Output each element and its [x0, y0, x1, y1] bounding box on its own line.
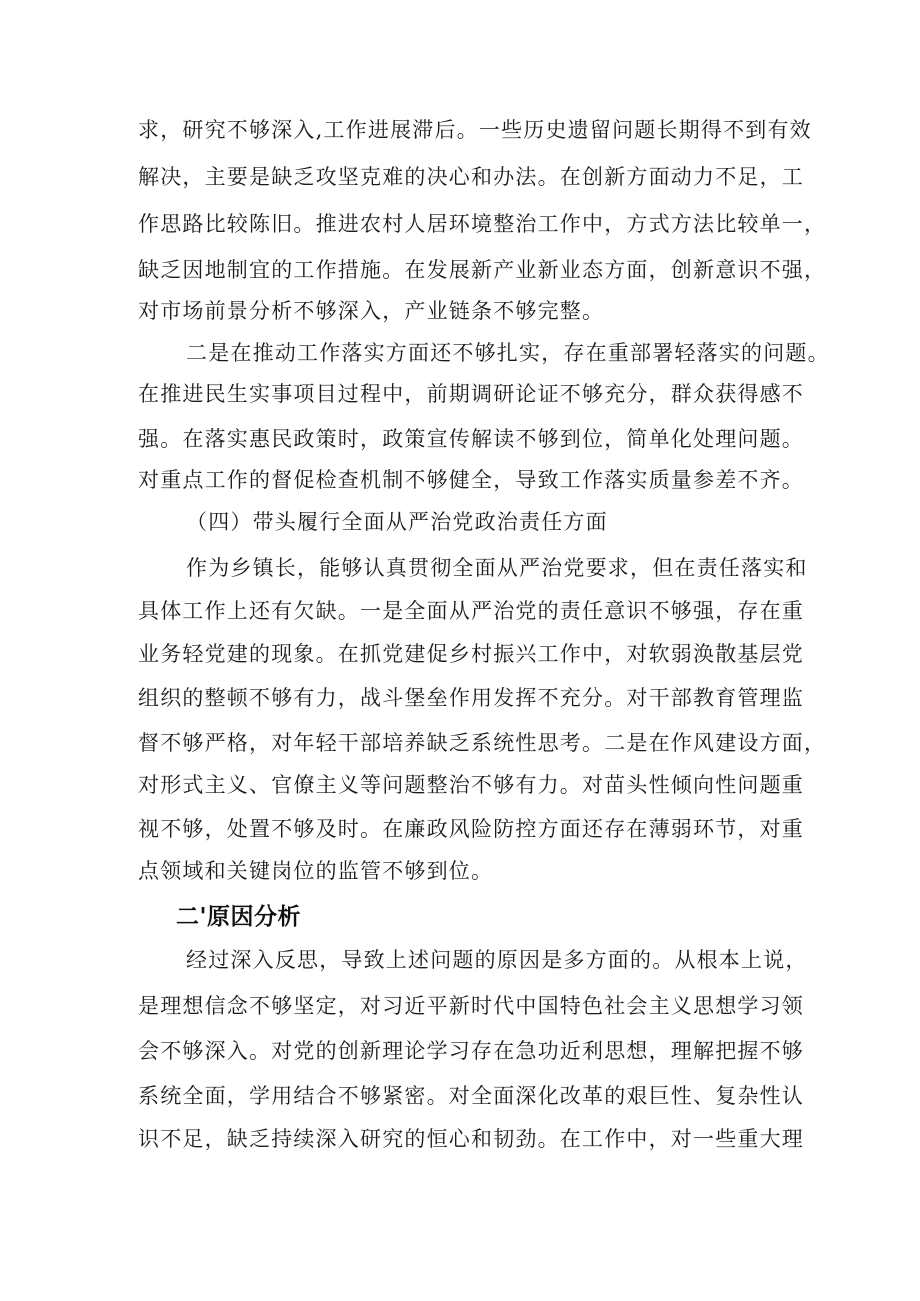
paragraph-line: 会不够深入。对党的创新理论学习存在急功近利思想，理解把握不够 — [138, 1039, 804, 1063]
paragraph-line: 系统全面，学用结合不够紧密。对全面深化改革的艰巨性、复杂性认 — [138, 1084, 804, 1108]
paragraph-line: 经过深入反思，导致上述问题的原因是多方面的。从根本上说， — [186, 948, 808, 972]
paragraph-line: 视不够，处置不够及时。在廉政风险防控方面还存在薄弱环节，对重 — [138, 817, 804, 841]
paragraph-line: 组织的整顿不够有力，战斗堡垒作用发挥不充分。对干部教育管理监 — [138, 686, 804, 710]
subsection-heading: （四）带头履行全面从严治党政治责任方面 — [186, 510, 608, 534]
paragraph-line: 强。在落实惠民政策时，政策宣传解读不够到位，简单化处理问题。 — [138, 427, 804, 451]
paragraph-line: 点领域和关键岗位的监管不够到位。 — [138, 859, 494, 883]
paragraph-line: 对重点工作的督促检查机制不够健全，导致工作落实质量参差不齐。 — [138, 468, 804, 492]
paragraph-line: 二是在推动工作落实方面还不够扎实，存在重部署轻落实的问题。 — [186, 341, 830, 365]
paragraph-line: 识不足，缺乏持续深入研究的恒心和韧劲。在工作中，对一些重大理 — [138, 1127, 804, 1151]
paragraph-line: 对市场前景分析不够深入，产业链条不够完整。 — [138, 299, 605, 323]
paragraph-line: 具体工作上还有欠缺。一是全面从严治党的责任意识不够强，存在重 — [138, 599, 804, 623]
paragraph-line: 业务轻党建的现象。在抓党建促乡村振兴工作中，对软弱涣散基层党 — [138, 642, 804, 666]
paragraph-line: 是理想信念不够坚定，对习近平新时代中国特色社会主义思想学习领 — [138, 994, 804, 1018]
paragraph-line: 求，研究不够深入,工作进展滞后。一些历史遗留问题长期得不到有效 — [138, 118, 812, 142]
paragraph-line: 解决，主要是缺乏攻坚克难的决心和办法。在创新方面动力不足，工 — [138, 165, 804, 189]
section-heading: 二'原因分析 — [176, 904, 302, 930]
paragraph-line: 在推进民生实事项目过程中，前期调研论证不够充分，群众获得感不 — [138, 382, 804, 406]
paragraph-line: 作为乡镇长，能够认真贯彻全面从严治党要求，但在责任落实和 — [186, 556, 808, 580]
paragraph-line: 对形式主义、官僚主义等问题整治不够有力。对苗头性倾向性问题重 — [138, 773, 804, 797]
paragraph-line: 作思路比较陈旧。推进农村人居环境整治工作中，方式方法比较单一， — [138, 212, 827, 236]
paragraph-line: 督不够严格，对年轻干部培养缺乏系统性思考。二是在作风建设方面， — [138, 731, 827, 755]
paragraph-line: 缺乏因地制宜的工作措施。在发展新产业新业态方面，创新意识不强， — [138, 258, 827, 282]
